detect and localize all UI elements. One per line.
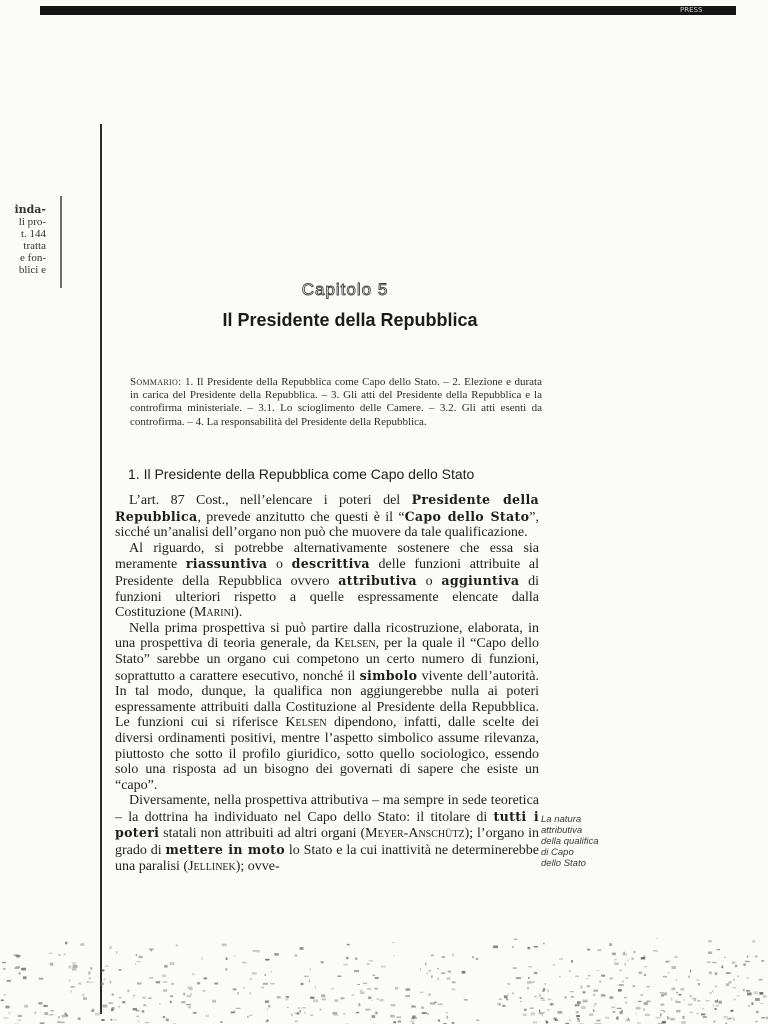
- text-run: Nella prima prospettiva si può partire dalla ricostruzione, elaborata, in una prospettiva di teoria generale, da: [115, 620, 539, 652]
- emphasis-term: descrittiva: [291, 556, 370, 572]
- text-run: lo Stato e la cui inattività ne determinerebbe una paralisi (: [115, 843, 539, 874]
- previous-page-line: e fon-: [20, 252, 46, 264]
- text-run: Al riguardo, si potrebbe alternativamente sostenere che essa sia meramente: [115, 540, 539, 573]
- previous-page-line: li pro-: [18, 216, 46, 228]
- text-run: statali non attribuiti ad altri organi (: [159, 826, 366, 842]
- margin-note: [541, 814, 613, 869]
- previous-page-line: inda-: [14, 203, 46, 216]
- text-run: , per la quale il “Capo dello Stato” sarebbe un organo cui competono un certo numero di funzioni, soprattutto a carattere esecutivo, nonché il: [115, 636, 539, 684]
- emphasis-term: riassuntiva: [185, 556, 268, 572]
- section-heading: 1. Il Presidente della Repubblica come Capo dello Stato: [128, 466, 475, 482]
- text-run: Diversamente, nella prospettiva attributiva – ma sempre in sede teoretica – la dottrina ha individuato nel Capo dello Stato: il titolare di: [115, 793, 539, 825]
- emphasis-term: aggiuntiva: [441, 572, 520, 588]
- emphasis-term: tutti i poteri: [115, 808, 539, 841]
- emphasis-term: mettere in moto: [165, 842, 285, 858]
- author-name: Jellinek: [188, 858, 236, 874]
- body-text: [115, 492, 539, 874]
- author-name: Meyer-Anschütz: [365, 826, 465, 842]
- margin-note-line: di Capo: [541, 847, 574, 858]
- text-run: ).: [234, 605, 243, 621]
- emphasis-term: attributiva: [338, 572, 417, 588]
- text-run: o: [267, 557, 292, 573]
- emphasis-term: simbolo: [359, 667, 418, 683]
- text-run: delle funzioni attribuite al Presidente della Repubblica ovvero: [115, 557, 539, 589]
- margin-note-line: La natura: [541, 814, 582, 825]
- emphasis-term: Capo dello Stato: [404, 508, 530, 524]
- margin-edge-rule: [60, 196, 62, 288]
- text-run: ”, sicché un’analisi dell’organo non può che muovere da tale qualificazione.: [115, 509, 539, 541]
- body-paragraph: [115, 621, 539, 794]
- margin-note-line: della qualifica: [541, 836, 599, 847]
- text-run: ); ovve-: [235, 858, 280, 874]
- text-run: , prevede anzitutto che questi è il “: [197, 509, 405, 525]
- previous-page-line: blici e: [18, 264, 46, 276]
- body-paragraph: [115, 492, 539, 541]
- page-top-bar: [40, 6, 736, 15]
- margin-note-line: attributiva: [541, 825, 583, 836]
- text-run: ); l’organo in grado di: [115, 826, 539, 859]
- scan-noise: [0, 930, 768, 1024]
- text-run: o: [416, 573, 442, 589]
- chapter-label: Capitolo 5: [301, 280, 389, 299]
- author-name: Kelsen: [285, 715, 327, 731]
- chapter-title: Il Presidente della Repubblica: [222, 310, 478, 330]
- emphasis-term: Presidente della Repubblica: [115, 492, 540, 524]
- text-run: dipendono, infatti, dalle scelte dei diversi ordinamenti positivi, mentre l’aspetto simbolico assume rilevanza, piuttosto che sotto il profilo giuridico, sotto quello sociologico, essendo solo una risposta ad un bisogno dei governati di sapere che esiste un “capo”.: [115, 715, 539, 793]
- body-paragraph: [115, 541, 539, 621]
- top-bar-mark: PRESS: [680, 6, 703, 14]
- previous-page-line: tratta: [23, 240, 46, 252]
- author-name: Kelsen: [334, 636, 376, 652]
- chapter-summary: [130, 376, 542, 429]
- text-run: di funzioni ulteriori rispetto a quelle espressamente elencate dalla Costituzione (: [115, 573, 540, 621]
- previous-page-fragment: [0, 204, 46, 276]
- summary-text: 1. Il Presidente della Repubblica come Capo dello Stato. – 2. Elezione e durata in carica del Presidente della Repubblica. – 3. Gli atti del Presidente della Repubblica e la controfirma ministeriale. – 3.1. Lo scioglimento delle Camere. – 3.2. Gli atti esenti da controfirma. – 4. La responsabilità del Presidente della Repubblica.: [130, 376, 542, 428]
- margin-note-line: dello Stato: [541, 858, 586, 869]
- author-name: Marini: [193, 605, 235, 621]
- previous-page-line: t. 144: [20, 228, 46, 240]
- text-run: vivente dell’autorità. In tal modo, dunque, la qualifica non aggiungerebbe nulla ai poteri espressamente attribuiti dalla Costituzione al Presidente della Repubblica. Le funzioni cui si riferisce: [115, 668, 539, 731]
- binding-rule: [100, 124, 102, 1014]
- text-run: L’art. 87 Cost., nell’elencare i poteri del: [129, 493, 412, 508]
- summary-lead: Sommario:: [130, 376, 182, 388]
- body-paragraph: [115, 793, 539, 874]
